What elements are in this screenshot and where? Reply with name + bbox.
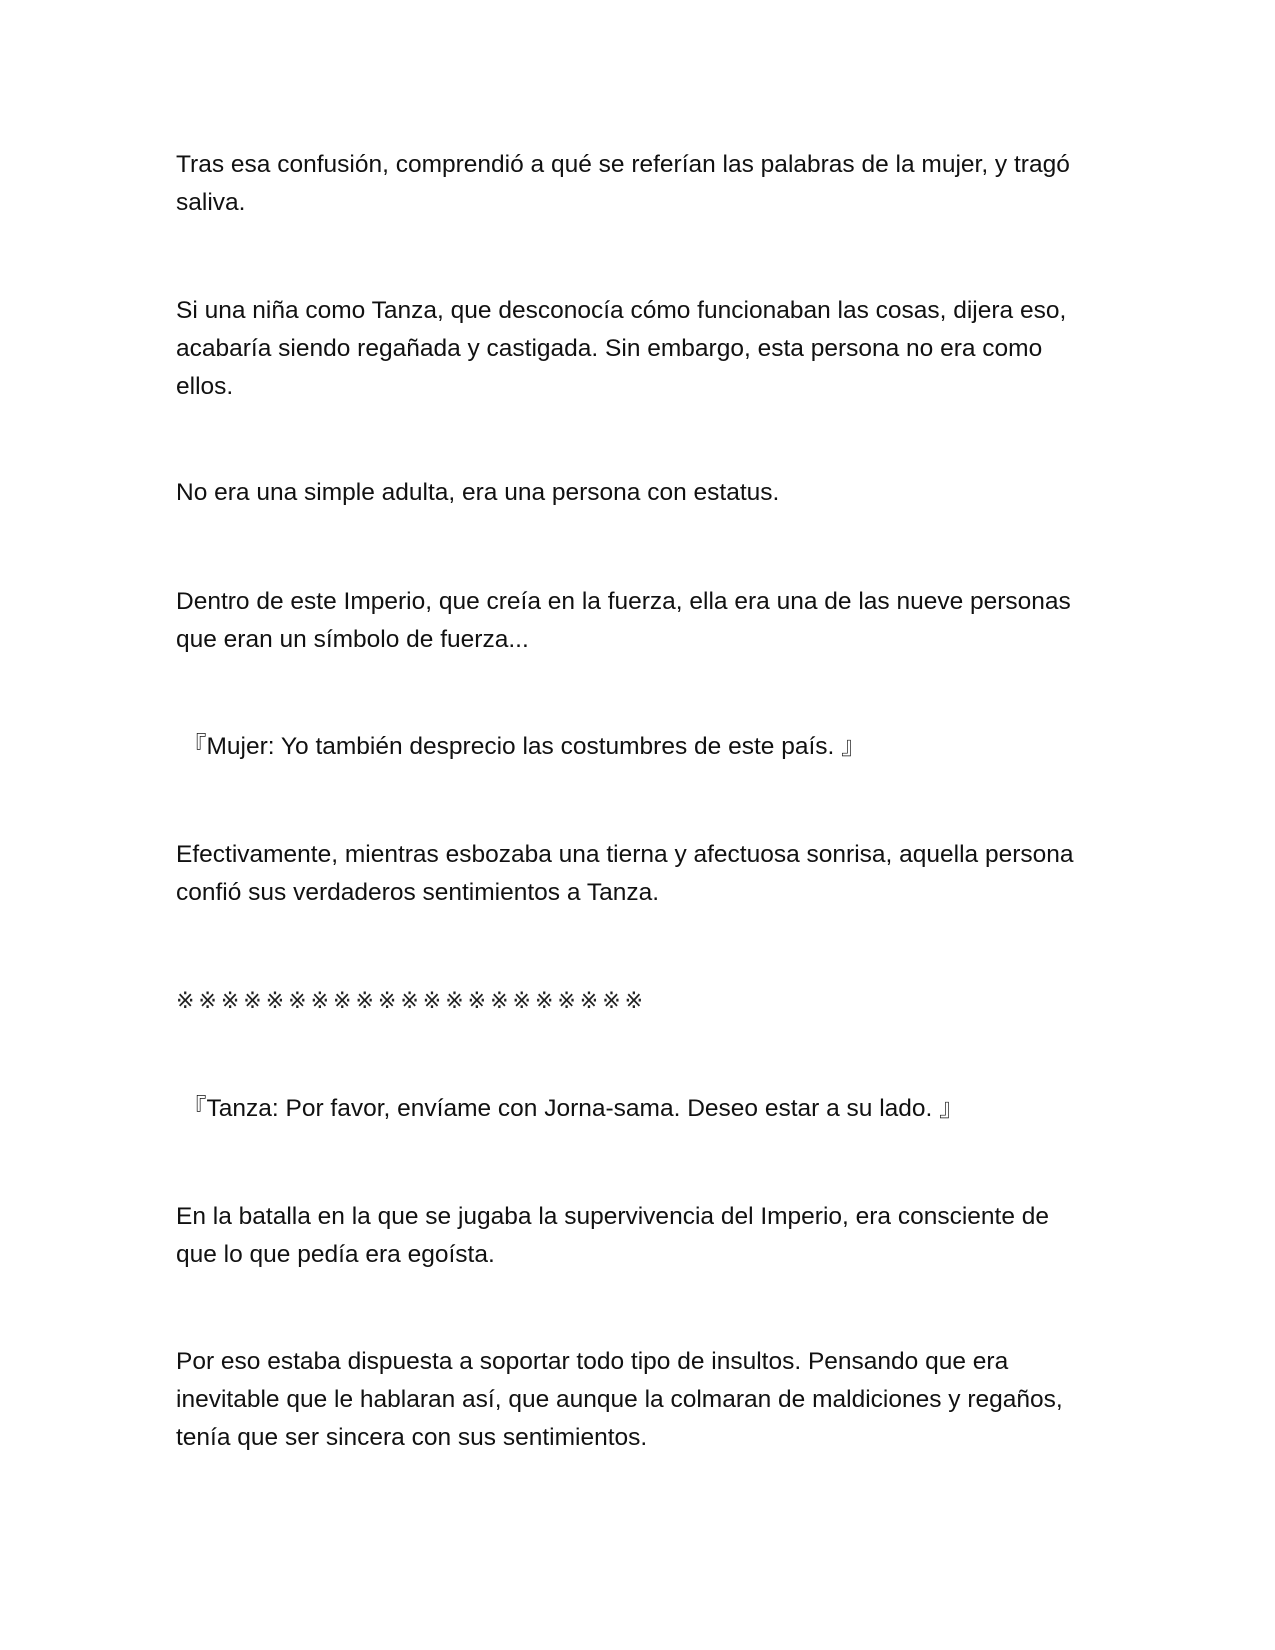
scene-separator: ※※※※※※※※※※※※※※※※※※※※※ <box>176 989 648 1014</box>
paragraph-tanza-scolded: Si una niña como Tanza, que desconocía cómo funcionaban las cosas, dijera eso, acabaría siendo regañada y castigada. Sin embargo, esta persona no era como ellos. <box>176 297 1067 400</box>
paragraph-empire-strength: Dentro de este Imperio, que creía en la fuerza, ella era una de las nueve personas que eran un símbolo de fuerza... <box>176 588 1071 653</box>
dialogue-tanza: 『Tanza: Por favor, envíame con Jorna-sama. Deseo estar a su lado. 』 <box>182 1095 964 1122</box>
paragraph-true-feelings: Efectivamente, mientras esbozaba una tierna y afectuosa sonrisa, aquella persona confió sus verdaderos sentimientos a Tanza. <box>176 841 1074 906</box>
paragraph-battle-selfish: En la batalla en la que se jugaba la supervivencia del Imperio, era consciente de que lo que pedía era egoísta. <box>176 1203 1050 1268</box>
paragraph-confusion: Tras esa confusión, comprendió a qué se referían las palabras de la mujer, y tragó saliva. <box>176 151 1070 216</box>
paragraph-endure-insults: Por eso estaba dispuesta a soportar todo tipo de insultos. Pensando que era inevitable que le hablaran así, que aunque la colmaran de maldiciones y regaños, tenía que ser sincera con sus sentimientos. <box>176 1348 1063 1451</box>
paragraph-status: No era una simple adulta, era una persona con estatus. <box>176 479 780 506</box>
dialogue-mujer: 『Mujer: Yo también desprecio las costumbres de este país. 』 <box>182 733 866 760</box>
